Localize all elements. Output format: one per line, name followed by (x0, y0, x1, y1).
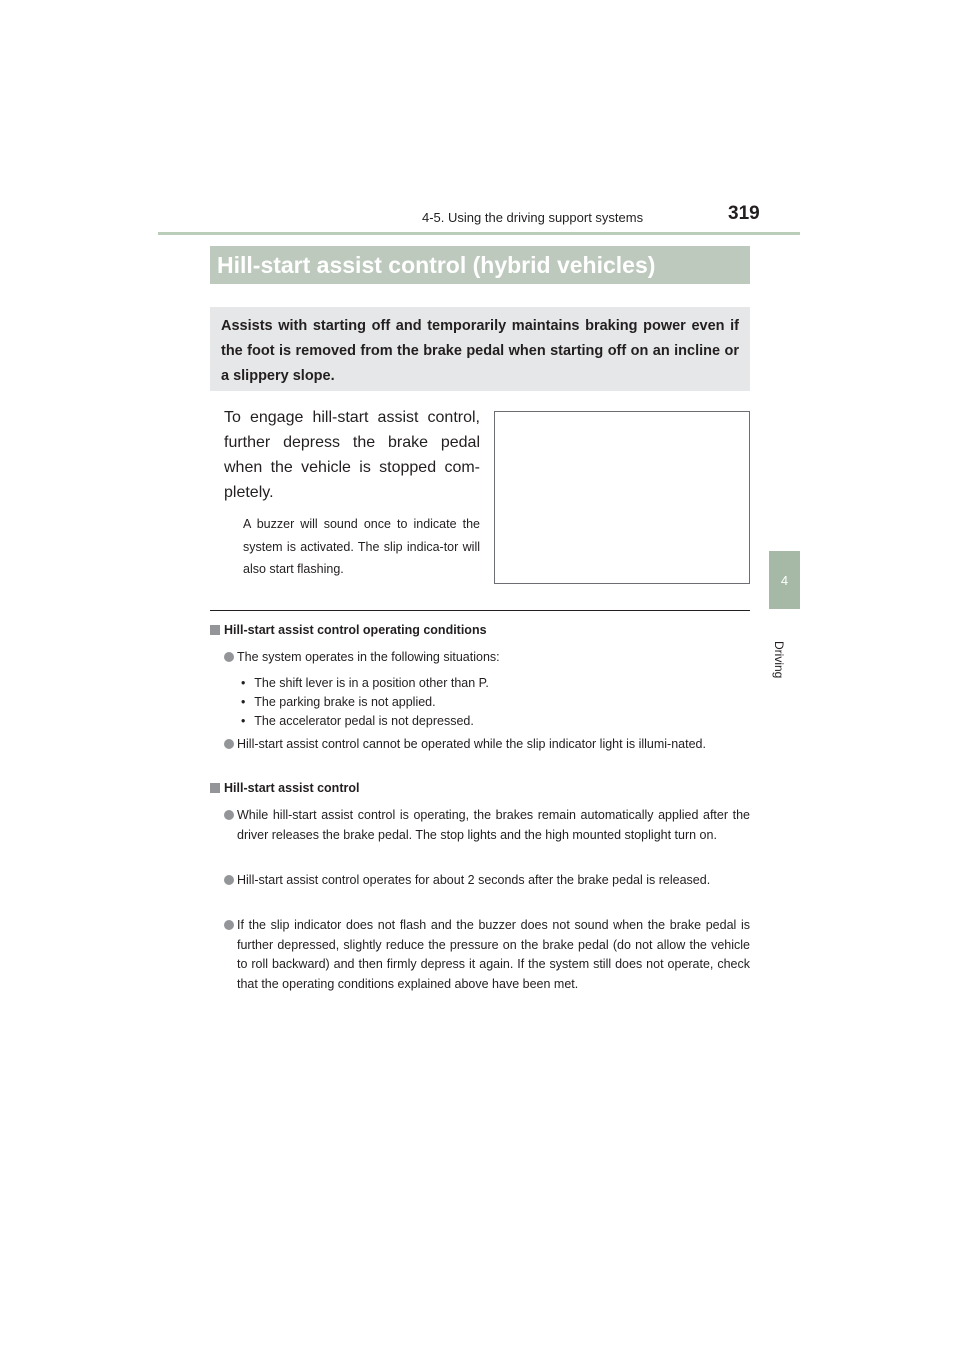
sub-list-item (241, 693, 436, 713)
intro-box (210, 307, 750, 391)
page-number: 319 (728, 203, 760, 224)
sub-list-item (241, 712, 474, 732)
bullet-text: Hill-start assist control operates for about 2 seconds after the brake pedal is released. (237, 873, 711, 887)
square-bullet-icon (210, 625, 220, 635)
heading-text: Hill-start assist control operating conditions (224, 623, 487, 637)
illustration-frame (494, 411, 750, 584)
sub-item-text: The shift lever is in a position other than P. (254, 676, 489, 690)
section-divider (210, 610, 750, 611)
engage-note: A buzzer will sound once to indicate the system is activated. The slip indica-tor will also start flashing. (243, 517, 480, 576)
bullet-text: Hill-start assist control cannot be operated while the slip indicator light is illumi-nated. (237, 737, 706, 751)
heading-text: Hill-start assist control (224, 781, 360, 795)
list-item (224, 735, 750, 755)
running-header: 4-5. Using the driving support systems (422, 210, 644, 225)
bullet-dot-icon (224, 920, 234, 930)
list-item (224, 806, 750, 845)
bullet-dot-icon (224, 875, 234, 885)
list-item (224, 871, 750, 891)
middle-dot-icon: • (241, 714, 246, 728)
chapter-label: Driving (772, 641, 786, 679)
middle-dot-icon: • (241, 676, 246, 690)
bullet-text: The system operates in the following situations: (237, 650, 500, 664)
list-item (224, 916, 750, 994)
bullet-dot-icon (224, 652, 234, 662)
sub-item-text: The accelerator pedal is not depressed. (254, 714, 474, 728)
bullet-dot-icon (224, 810, 234, 820)
hill-start-control-heading (210, 781, 359, 795)
chapter-tab (769, 551, 800, 609)
intro-text: Assists with starting off and temporarily maintains braking power even if the foot is removed from the brake pedal when starting off on an incline or a slippery slope. (221, 318, 739, 384)
bullet-text: While hill-start assist control is operating, the brakes remain automatically applied after the driver releases the brake pedal. The stop lights and the high mounted stoplight turn on. (237, 808, 750, 842)
header-rule (158, 232, 800, 235)
operating-conditions-heading (210, 623, 487, 637)
sub-list-item (241, 674, 489, 694)
bullet-dot-icon (224, 739, 234, 749)
list-item (224, 648, 750, 668)
section-title: Hill-start assist control (hybrid vehicles) (210, 246, 750, 284)
engage-instruction: To engage hill-start assist control, further depress the brake pedal when the vehicle is stopped com-pletely. (224, 409, 480, 501)
bullet-text: If the slip indicator does not flash and the buzzer does not sound when the brake pedal is further depressed, slightly reduce the pressure on the brake pedal (do not allow the vehicle to roll backward) and then firmly depress it again. If the system still does not operate, check that the operating conditions explained above have been met. (237, 918, 750, 991)
sub-item-text: The parking brake is not applied. (254, 695, 436, 709)
square-bullet-icon (210, 783, 220, 793)
middle-dot-icon: • (241, 695, 246, 709)
chapter-number: 4 (780, 572, 789, 588)
